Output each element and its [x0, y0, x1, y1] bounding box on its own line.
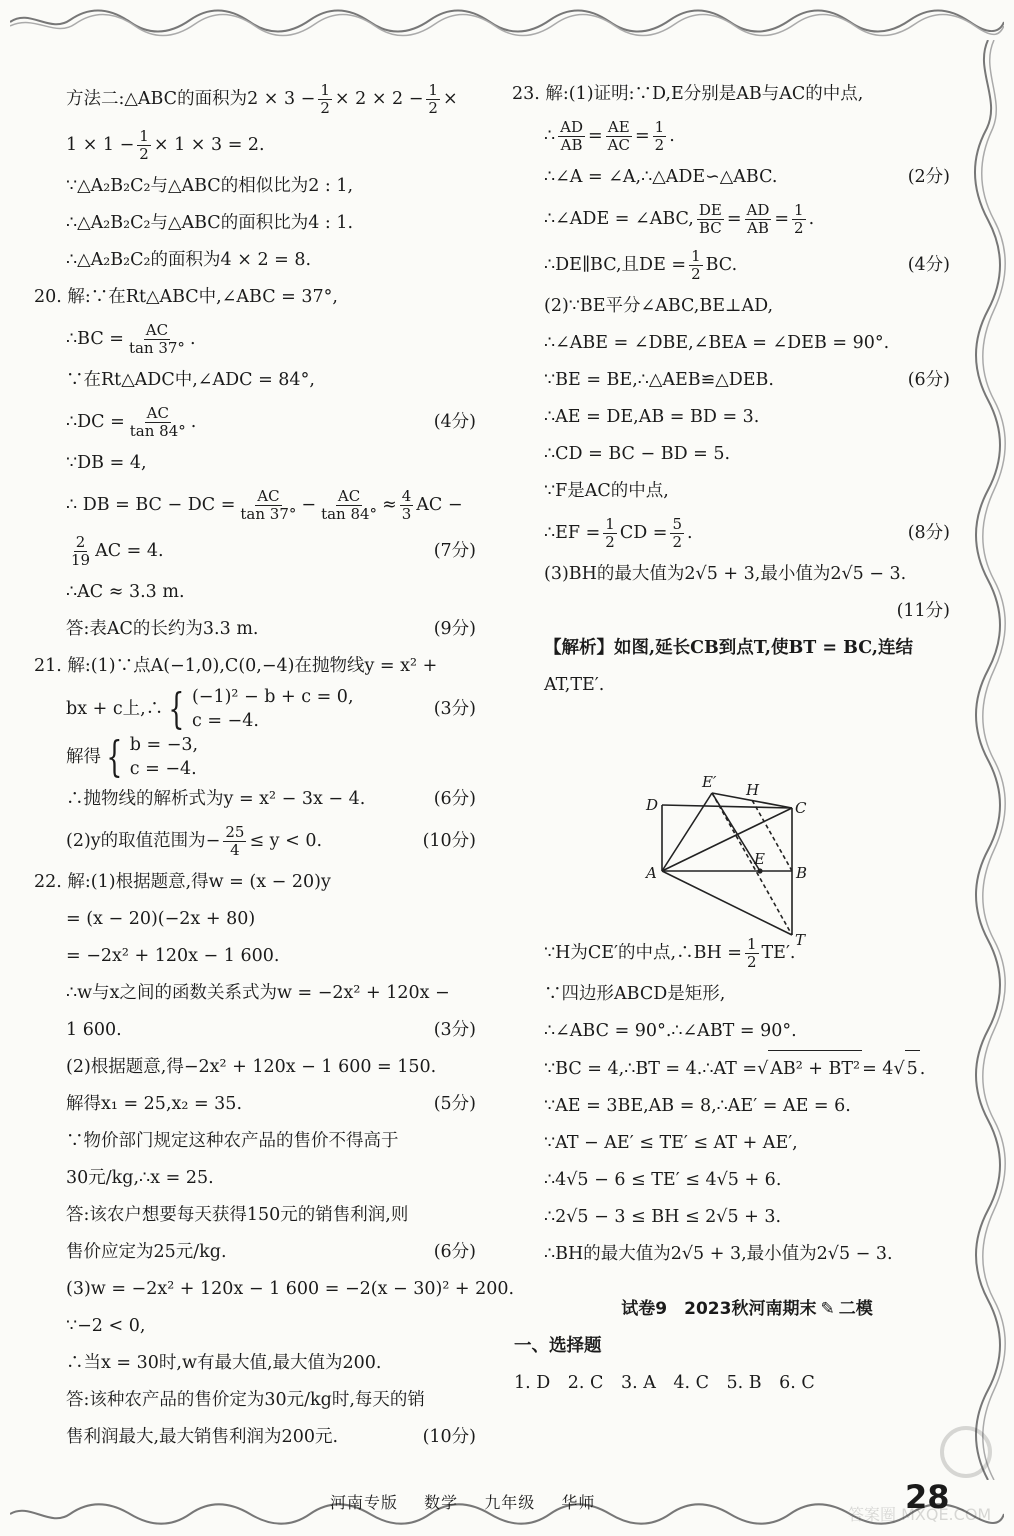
- text-line: ∵△A₂B₂C₂与△ABC的相似比为2 : 1,: [66, 176, 354, 196]
- score-label: (5分): [433, 1094, 476, 1114]
- question-21-heading: 21. 解:(1)∵点A(−1,0),C(0,−4)在抛物线y = x² +: [34, 656, 438, 676]
- fraction: $\frac{AC}{\tan 84^\circ}$: [321, 486, 378, 523]
- text-line: 答:该农户想要每天获得150元的销售利润,则: [66, 1205, 409, 1225]
- fraction: $\frac{AC}{\tan 37^\circ}$: [128, 320, 185, 357]
- text-line: ∴2√5 − 3 ≤ BH ≤ 2√5 + 3.: [544, 1207, 782, 1227]
- label-T: T: [795, 931, 806, 949]
- point-E: [757, 868, 762, 873]
- fraction: $\frac{AE}{AC}$: [607, 117, 630, 154]
- fraction: $\frac{AD}{AB}$: [560, 117, 583, 154]
- text-line: ∵H为CE′的中点,∴BH = $\frac{1}{2}$ TE′.: [544, 934, 796, 971]
- fraction: $\frac{1}{2}$: [654, 117, 665, 154]
- text-line: ∵BE = BE,∴△AEB≌△DEB. (6分): [544, 362, 950, 399]
- equation-system: { (−1)² − b + c = 0, c = −4.: [168, 684, 354, 733]
- text-line: ∴△A₂B₂C₂的面积为4 × 2 = 8.: [66, 250, 312, 270]
- score-label: (7分): [433, 540, 476, 561]
- score-label: (3分): [433, 698, 476, 719]
- text-line: 答:表AC的长约为3.3 m. (9分): [66, 611, 476, 648]
- text-line: $\frac{2}{19}$ AC = 4. (7分): [71, 532, 476, 569]
- text-line: ∴DE∥BC,且DE = $\frac{1}{2}$ BC. (4分): [544, 246, 950, 283]
- text-line: ∴AE = DE,AB = BD = 3.: [544, 407, 760, 427]
- text-line: [544, 593, 950, 630]
- score-label: (8分): [907, 522, 950, 543]
- analysis-line: AT,TE′.: [544, 675, 605, 695]
- text-line: ∵在Rt△ADC中,∠ADC = 84°,: [66, 370, 315, 390]
- text-line: ∴∠A = ∠A,∴△ADE∽△ABC. (2分): [544, 159, 950, 196]
- text-line: 答:该种农产品的售价定为30元/kg时,每天的销: [66, 1390, 425, 1410]
- label-B: B: [796, 864, 808, 882]
- score-label: (4分): [907, 254, 950, 275]
- text-line: ∵四边形ABCD是矩形,: [544, 984, 726, 1004]
- exam-title: 试卷9 2023秋河南期末 ✎ 二模: [544, 1291, 950, 1328]
- text-line: ∴抛物线的解析式为y = x² − 3x − 4. (6分): [66, 781, 476, 818]
- fraction: $\frac{AD}{AB}$: [746, 200, 770, 237]
- fraction: $\frac{AC}{\tan 84^\circ}$: [129, 403, 186, 440]
- segment-E1E: [712, 793, 760, 871]
- score-label: (3分): [433, 1020, 476, 1040]
- text-line: 30元/kg,∴x = 25.: [66, 1168, 214, 1188]
- svg-text:答案圈 MXQE.COM: 答案圈 MXQE.COM: [848, 1505, 992, 1524]
- text-line: ∵DB = 4,: [66, 453, 147, 473]
- text-line: 解得x₁ = 25,x₂ = 35. (5分): [66, 1086, 476, 1123]
- analysis-line: 【解析】如图,延长CB到点T,使BT = BC,连结: [544, 638, 913, 658]
- label-C: C: [795, 799, 807, 817]
- question-22-heading: 22. 解:(1)根据题意,得w = (x − 20)y: [34, 872, 331, 892]
- text-line: ∴w与x之间的函数关系式为w = −2x² + 120x −: [66, 983, 450, 1003]
- text-line: ∵物价部门规定这种农产品的售价不得高于: [66, 1131, 399, 1151]
- fraction: $\frac{DE}{BC}$: [698, 200, 722, 237]
- text-line: ∴∠ADE = ∠ABC, $\frac{DE}{BC}$ = $\frac{AD}{AB}$ = $\frac{1}{2}$ .: [544, 200, 815, 237]
- text-line: ∴EF = $\frac{1}{2}$ CD = $\frac{5}{2}$ . (8分): [544, 514, 950, 551]
- label-A: A: [646, 864, 657, 882]
- text-line: ∵AE = 3BE,AB = 8,∴AE′ = AE = 6.: [544, 1096, 851, 1116]
- label-D: D: [646, 796, 659, 814]
- method2-line2: 1 × 1 − $\frac{1}{2}$ × 1 × 3 = 2.: [66, 126, 265, 163]
- fraction: $\frac{1}{2}$: [746, 934, 757, 971]
- method2-line1: 方法二:△ABC的面积为2 × 3 − $\frac{1}{2}$ × 2 × 2 − $\frac{1}{2}$ ×: [66, 80, 458, 117]
- score-label: (10分): [422, 1427, 476, 1447]
- text-line: ∴当x = 30时,w有最大值,最大值为200.: [66, 1353, 382, 1373]
- text-line: ∵BC = 4,∴BT = 4.∴AT = √ AB² + BT² = 4 √ 5 .: [544, 1050, 950, 1088]
- text-line: ∴∠ABE = ∠DBE,∠BEA = ∠DEB = 90°.: [544, 333, 890, 353]
- text-line: 解得 { b = −3, c = −4.: [66, 732, 199, 781]
- fraction: $\frac{1}{2}$: [320, 80, 330, 117]
- text-line: ∴AC ≈ 3.3 m.: [66, 582, 185, 602]
- text-line: ∴ $\frac{AD}{AB}$ = $\frac{AE}{AC}$ = $\frac{1}{2}$ .: [544, 117, 675, 154]
- decorative-border-right: [968, 40, 1008, 1480]
- score-label: (10分): [422, 830, 476, 851]
- section-heading: 一、选择题: [514, 1336, 602, 1356]
- score-label: (9分): [433, 619, 476, 639]
- fraction: $\frac{1}{2}$: [691, 246, 701, 283]
- text-line: (3)BH的最大值为2√5 + 3,最小值为2√5 − 3.: [544, 564, 907, 584]
- label-H: H: [746, 781, 760, 799]
- watermark-logo: [848, 1420, 998, 1530]
- fraction: $\frac{1}{2}$: [794, 200, 804, 237]
- text-line: ∴∠ABC = 90°.∴∠ABT = 90°.: [544, 1021, 797, 1041]
- text-line: (3)w = −2x² + 120x − 1 600 = −2(x − 30)² + 200.: [66, 1279, 515, 1299]
- text-line: ∴DC = $\frac{AC}{\tan 84^\circ}$ . (4分): [66, 403, 476, 440]
- text-line: ∴4√5 − 6 ≤ TE′ ≤ 4√5 + 6.: [544, 1170, 782, 1190]
- fraction: $\frac{1}{2}$: [605, 514, 615, 551]
- score-label: (11分): [896, 601, 950, 621]
- stamp-icon: ✎: [820, 1299, 835, 1319]
- decorative-border-top: [10, 4, 1004, 38]
- score-label: (4分): [433, 411, 476, 432]
- question-20-heading: 20. 解:∵在Rt△ABC中,∠ABC = 37°,: [34, 287, 338, 307]
- text-line: = −2x² + 120x − 1 600.: [66, 946, 280, 966]
- answer-list: 1. D 2. C 3. A 4. C 5. B 6. C: [514, 1373, 815, 1393]
- label-E: E: [754, 850, 765, 868]
- segment-AT: [662, 871, 792, 935]
- text-line: ∵−2 < 0,: [66, 1316, 146, 1336]
- text-line: (2)根据题意,得−2x² + 120x − 1 600 = 150.: [66, 1057, 437, 1077]
- segment-DC: [662, 805, 792, 808]
- text-line: ∵AT − AE′ ≤ TE′ ≤ AT + AE′,: [544, 1133, 798, 1153]
- score-label: (6分): [433, 789, 476, 809]
- text-line: 售价应定为25元/kg. (6分): [66, 1234, 476, 1271]
- text-line: 售利润最大,最大销售利润为200元. (10分): [66, 1419, 476, 1456]
- label-E1: E′: [702, 773, 717, 791]
- fraction: $\frac{2}{19}$: [71, 532, 91, 569]
- page-number: 28: [905, 1478, 950, 1516]
- text-line: ∵F是AC的中点,: [544, 481, 669, 501]
- text-line: ∴△A₂B₂C₂与△ABC的面积比为4 : 1.: [66, 213, 354, 233]
- text-line: 1 600. (3分): [66, 1012, 476, 1049]
- text-line: ∴BH的最大值为2√5 + 3,最小值为2√5 − 3.: [544, 1244, 893, 1264]
- geometry-figure: [640, 765, 820, 950]
- left-column: [34, 76, 515, 1456]
- score-label: (6分): [433, 1242, 476, 1262]
- fraction: $\frac{1}{2}$: [428, 80, 438, 117]
- fraction: $\frac{25}{4}$: [225, 822, 245, 859]
- text-line: ∴CD = BC − BD = 5.: [544, 444, 731, 464]
- text-line: = (x − 20)(−2x + 80): [66, 909, 256, 929]
- fraction: $\frac{1}{2}$: [139, 126, 149, 163]
- fraction: $\frac{4}{3}$: [401, 486, 412, 523]
- fraction: $\frac{AC}{\tan 37^\circ}$: [240, 486, 297, 523]
- fraction: $\frac{5}{2}$: [672, 514, 683, 551]
- text-line: ∴BC = $\frac{AC}{\tan 37^\circ}$ .: [66, 320, 196, 357]
- text-line: (2)∵BE平分∠ABC,BE⊥AD,: [544, 296, 774, 316]
- page-footer: 河南专版 数学 九年级 华师: [330, 1493, 596, 1512]
- score-label: (6分): [907, 370, 950, 390]
- right-column: [512, 76, 950, 1402]
- text-line: (2)y的取值范围为− $\frac{25}{4}$ ≤ y < 0. (10分): [66, 822, 476, 859]
- text-line: bx + c上,∴ { (−1)² − b + c = 0, c = −4. (3分): [66, 684, 476, 733]
- score-label: (2分): [907, 167, 950, 187]
- equation-system: { b = −3, c = −4.: [106, 732, 199, 781]
- question-23-heading: 23. 解:(1)证明:∵D,E分别是AB与AC的中点,: [512, 84, 864, 104]
- text-line: ∴ DB = BC − DC = $\frac{AC}{\tan 37^\circ}$ − $\frac{AC}{\tan 84^\circ}$ ≈ $\frac{4}{3}$ AC −: [66, 486, 463, 523]
